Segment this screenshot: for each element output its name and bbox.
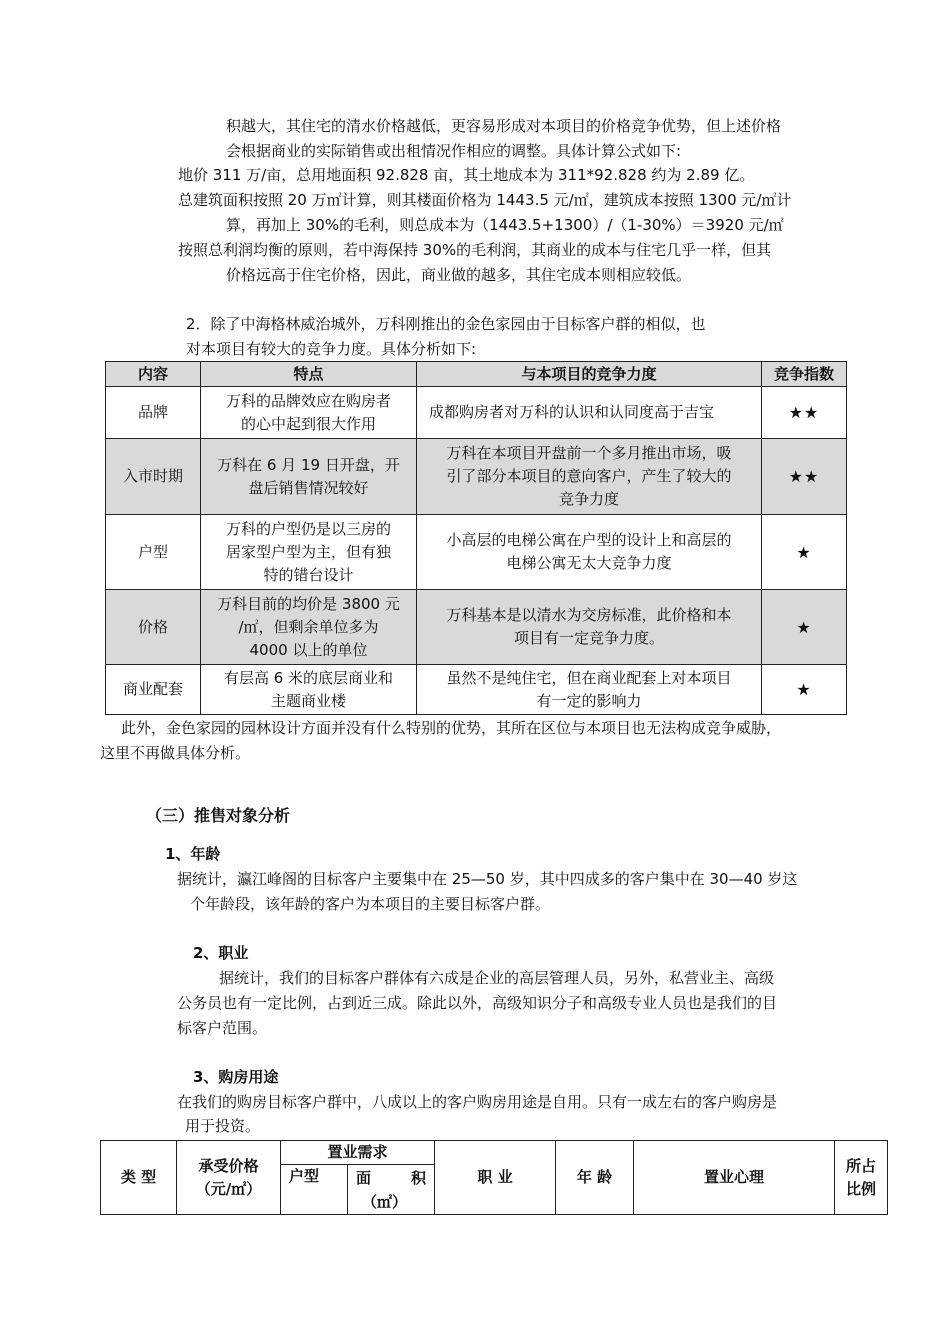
- row-index: ★★: [762, 439, 847, 515]
- subsection-title: 3、购房用途: [193, 1068, 279, 1086]
- after-table-line: 这里不再做具体分析。: [100, 744, 251, 762]
- point2-line: 2．除了中海格林威治城外，万科刚推出的金色家园由于目标客户群的相似，也: [186, 315, 706, 333]
- row-index: ★: [762, 590, 847, 665]
- col-psych: 置业心理: [634, 1141, 835, 1215]
- intro-line: 按照总利润均衡的原则，若中海保持 30%的毛利润，其商业的成本与住宅几乎一样，但其: [178, 241, 772, 259]
- row-impact: 小高层的电梯公寓在户型的设计上和高层的 电梯公寓无太大竞争力度: [417, 515, 762, 590]
- intro-line: 总建筑面积按照 20 万㎡计算，则其楼面价格为 1443.5 元/㎡，建筑成本按照 1300 元/㎡计: [178, 191, 792, 209]
- col-demand: 置业需求: [281, 1141, 435, 1165]
- subsection-title: 2、职业: [193, 944, 249, 962]
- row-item: 品牌: [106, 387, 201, 439]
- age-line: 据统计，瀛江峰阁的目标客户主要集中在 25—50 岁，其中四成多的客户集中在 30—40 岁这: [177, 870, 798, 888]
- column-header: 竞争指数: [762, 362, 847, 387]
- intro-line: 价格远高于住宅价格，因此，商业做的越多，其住宅成本则相应较低。: [226, 266, 692, 284]
- job-line: 公务员也有一定比例，占到近三成。除此以外，高级知识分子和高级专业人员也是我们的目: [177, 994, 778, 1012]
- segment-table: [100, 1140, 888, 1215]
- col-share: 所占 比例: [835, 1141, 888, 1215]
- table-row: [106, 665, 847, 715]
- job-line: 标客户范围。: [177, 1019, 268, 1037]
- row-impact: 万科基本是以清水为交房标准，此价格和本 项目有一定竞争力度。: [417, 590, 762, 665]
- job-line: 据统计，我们的目标客户群体有六成是企业的高层管理人员，另外，私营业主、高级: [219, 969, 775, 987]
- column-header: 内容: [106, 362, 201, 387]
- age-line: 个年龄段，该年龄的客户为本项目的主要目标客户群。: [190, 895, 551, 913]
- column-header: 特点: [201, 362, 417, 387]
- row-impact: 虽然不是纯住宅，但在商业配套上对本项目 有一定的影响力: [417, 665, 762, 715]
- row-feature: 万科的户型仍是以三房的 居家型户型为主，但有独 特的错台设计: [201, 515, 417, 590]
- row-feature: 有层高 6 米的底层商业和 主题商业楼: [201, 665, 417, 715]
- table-row: [106, 515, 847, 590]
- col-age: 年 龄: [556, 1141, 634, 1215]
- row-item: 价格: [106, 590, 201, 665]
- col-unit: 户型: [281, 1165, 348, 1215]
- row-feature: 万科目前的均价是 3800 元 /㎡，但剩余单位多为 4000 以上的单位: [201, 590, 417, 665]
- table-header-row: [106, 362, 847, 387]
- after-table-line: 此外，金色家园的园林设计方面并没有什么特别的优势，其所在区位与本项目也无法构成竞争威胁，: [121, 719, 782, 737]
- row-index: ★: [762, 665, 847, 715]
- row-item: 入市时期: [106, 439, 201, 515]
- row-feature: 万科在 6 月 19 日开盘，开 盘后销售情况较好: [201, 439, 417, 515]
- section-heading: （三）推售对象分析: [146, 806, 291, 825]
- intro-line: 算，再加上 30%的毛利，则总成本为（1443.5+1300）/（1-30%）＝3920 元/㎡: [226, 216, 784, 234]
- column-header: 与本项目的竞争力度: [417, 362, 762, 387]
- row-impact: 成都购房者对万科的认识和认同度高于吉宝: [417, 387, 762, 439]
- col-type: 类 型: [101, 1141, 177, 1215]
- col-area: 面 积 （㎡）: [348, 1165, 435, 1215]
- intro-line: 会根据商业的实际销售或出租情况作相应的调整。具体计算公式如下:: [226, 142, 682, 160]
- table-row: [106, 590, 847, 665]
- row-impact: 万科在本项目开盘前一个多月推出市场，吸 引了部分本项目的意向客户，产生了较大的 竞争力度: [417, 439, 762, 515]
- col-price: 承受价格 （元/㎡）: [177, 1141, 281, 1215]
- subsection-title: 1、年龄: [165, 845, 221, 863]
- row-item: 商业配套: [106, 665, 201, 715]
- usage-line: 在我们的购房目标客户群中，八成以上的客户购房用途是自用。只有一成左右的客户购房是: [177, 1093, 778, 1111]
- point2-line: 对本项目有较大的竞争力度。具体分析如下:: [186, 340, 477, 358]
- intro-line: 地价 311 万/亩，总用地面积 92.828 亩，其土地成本为 311*92.828 约为 2.89 亿。: [178, 166, 755, 184]
- col-job: 职 业: [435, 1141, 556, 1215]
- row-item: 户型: [106, 515, 201, 590]
- table-row: [106, 387, 847, 439]
- table-row: [106, 439, 847, 515]
- intro-line: 积越大，其住宅的清水价格越低，更容易形成对本项目的价格竞争优势，但上述价格: [226, 117, 782, 135]
- row-feature: 万科的品牌效应在购房者 的心中起到很大作用: [201, 387, 417, 439]
- usage-line: 用于投资。: [185, 1117, 261, 1135]
- row-index: ★★: [762, 387, 847, 439]
- row-index: ★: [762, 515, 847, 590]
- competition-table: [105, 361, 847, 715]
